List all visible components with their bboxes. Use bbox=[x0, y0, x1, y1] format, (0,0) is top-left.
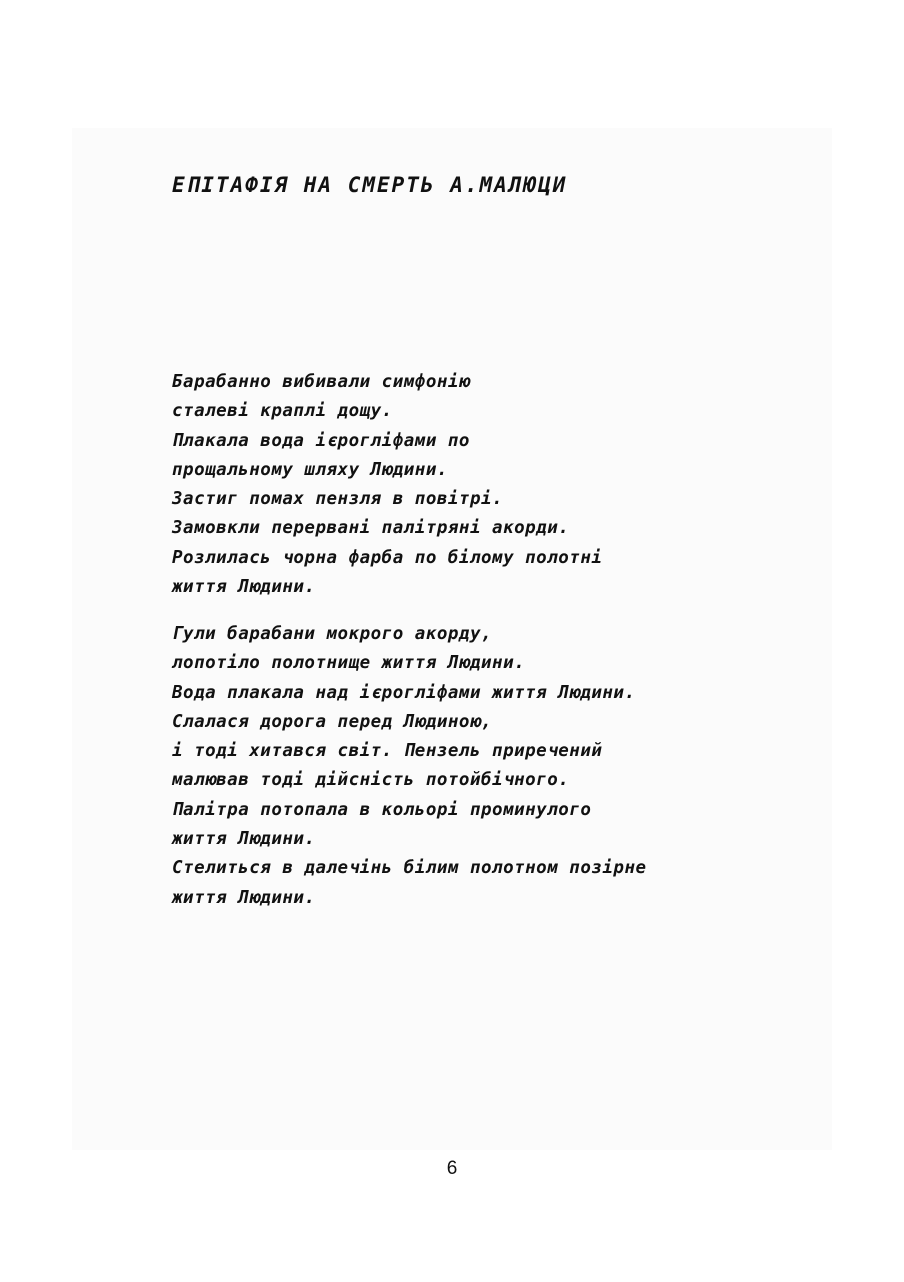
page-number: 6 bbox=[446, 1158, 458, 1179]
poem-line: життя Людини. bbox=[172, 577, 316, 598]
poem-line: Розлилась чорна фарба по білому полотні bbox=[172, 547, 603, 568]
poem-line: життя Людини. bbox=[172, 829, 316, 850]
poem-line: Стелиться в далечінь білим полотном позірне bbox=[172, 858, 647, 879]
poem-line: лопотіло полотнище життя Людини. bbox=[172, 653, 526, 674]
poem-line: Палітра потопала в кольорі проминулого bbox=[172, 799, 592, 820]
poem-line: і тоді хитався світ. Пензель приречений bbox=[172, 741, 603, 762]
poem-line: малював тоді дійсність потойбічного. bbox=[172, 770, 570, 791]
poem-line: життя Людини. bbox=[172, 887, 316, 908]
poem-line: Вода плакала над ієрогліфами життя Людини. bbox=[172, 682, 636, 703]
poem-line: сталеві краплі дощу. bbox=[172, 401, 393, 422]
poem-line: прощальному шляху Людини. bbox=[172, 459, 448, 480]
poem-line: Застиг помах пензля в повітрі. bbox=[172, 489, 504, 510]
stanza-2 bbox=[172, 620, 647, 913]
poem-line: Слалася дорога перед Людиною, bbox=[172, 711, 493, 732]
poem-line: Барабанно вибивали симфонію bbox=[172, 372, 470, 392]
poem-line: Гули барабани мокрого акорду, bbox=[172, 624, 493, 644]
poem-title: ЕПІТАФІЯ НА СМЕРТЬ А.МАЛЮЦИ bbox=[172, 173, 568, 197]
poem-line: Замовкли перервані палітряні акорди. bbox=[172, 518, 570, 539]
poem-line: Плакала вода ієрогліфами по bbox=[172, 430, 470, 451]
stanza-1 bbox=[172, 368, 602, 602]
